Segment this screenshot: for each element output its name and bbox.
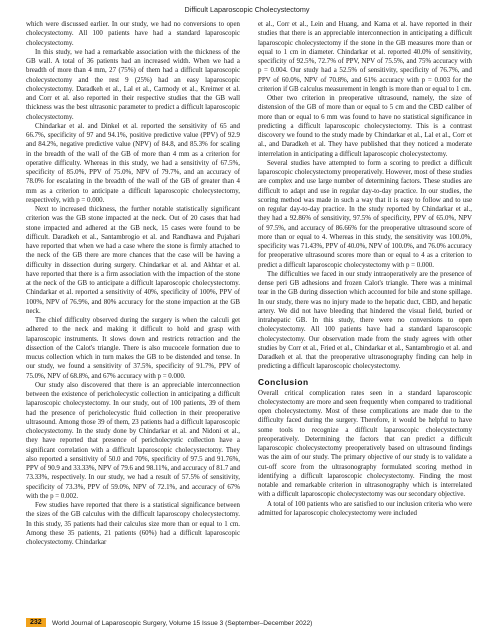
left-column [26,20,240,606]
paragraph: Other two criterion in preoperative ultrasound, namely, the size of distension of the GB of more than or equal to 5 cm and the CBD caliber of more than or equal to 6 mm was found to have no statistical significance in predicting a difficult laparoscopic cholecystectomy. This is a contrast discovery we found to the study made by Chindarkar et al., Lal et al., Corr et al., and Daradkeh et al. They have published that they noticed a moderate interrelation in anticipating a difficult laparoscopic cholecystectomy. [258,95,472,158]
paragraph: A total of 100 patients who are satisfied to our inclusion criteria who were admitted for laparoscopic cholecystectomy were included [258,500,472,517]
paragraph: Several studies have attempted to form a scoring to predict a difficult laparoscopic cholecystectomy preoperatively. However, most of these studies are complex and use large number of determining factors. These studies are difficult to adapt and use in regular day-to-day practice. In our studies, the scoring method was made in such a way that it is easy to follow and to use on regular day-to-day practice. In the study reported by Chindarkar et al., they had a 92.86% of sensitivity, 97.5% of specificity, PPV of 65.0%, NPV of 97.5%, and accuracy of 86.66% for the preoperative ultrasound score of more than or equal to 4. Whereas in this study, the sensitivity was 100.0%, specificity was 71.43%, PPV of 40.0%, NPV of 100.0%, and 76.0% accuracy for preoperative ultrasound scores more than or equal to 4 as a criterion to predict a difficult laparoscopic cholecystectomy with p = 0.000. [258,159,472,269]
paragraph: Chindarkar et al. and Dinkel et al. reported the sensitivity of 65 and 66.7%, specificity of 97 and 94.1%, positive predictive value (PPV) of 92.9 and 84.2%, negative predictive value (NPV) of 84.8, and 85.3% for scaling in the breadth of the wall of the GB of more than 4 mm as a criterion for operative difficulty. Whereas in this study, we had a sensitivity of 67.5%, specificity of 85.0%, PPV of 75.0%, NPV of 79.7%, and an accuracy of 78.0% for escalating in the breadth of the wall of the GB of greater than 4 mm as a criterion to anticipate a difficult laparoscopic cholecystectomy, respectively, with p = 0.000. [26,122,240,204]
article-body [26,20,472,606]
paragraph: Overall critical complication rates seen in a standard laparoscopic cholecystectomy are more and seen frequently when compared to traditional open cholecystectomy. Most of these complications are made due to the difficulty faced during the surgery. Therefore, it would be helpful to have some tools to recognize a difficult laparoscopic cholecystectomy preoperatively. Determining the factors that can predict a difficult laparoscopic cholecystectomy preoperatively based on ultrasound findings was the aim of our study. The primary objective of our study is to validate a cut-off score from the ultrasonography formulated scoring method in identifying a difficult laparoscopic cholecystectomy. Finding the most notable and remarkable criterion in ultrasonography which is interrelated with a difficult laparoscopic cholecystectomy was our secondary objective. [258,389,472,499]
paragraph: In this study, we had a remarkable association with the thickness of the GB wall. A total of 36 patients had an increased width. When we had a breadth of more than 4 mm, 27 (75%) of them had a difficult laparoscopic cholecystectomy and the rest 9 (25%) had an easy laparoscopic cholecystectomy. Daradkeh et al., Lal et al., Carmody et al., Kreimer et al. and Corr et al. also reported in their respective studies that the GB wall thickness was the best ultrasonic parameter to predict a difficult laparoscopic cholecystectomy. [26,48,240,121]
page-number: 232 [26,618,46,627]
paragraph: Next to increased thickness, the further notable statistically significant criterion was the GB stone impacted at the neck. Out of 20 cases that had stone impacted and adhered at the GB neck, 15 cases were found to be difficult. Daradkeh et al., Santambrogio et al. and Randhawa and Pujahari have reported that when we had a case where the stone is firmly attached to the neck of the GB there are more chances that the case will be having a difficulty in dissection during surgery. Chindarkar et al. and Akhtar et al. have reported that there is a firm association with the impaction of the stone at the neck of the GB to anticipate a difficult laparoscopic cholecystectomy. Chindarkar et al. reported a sensitivity of 40%, specificity of 100%, PPV of 100%, NPV of 76.9%, and 80% accuracy for the stone impaction at the GB neck. [26,206,240,315]
paragraph: Few studies have reported that there is a statistical significance between the sizes of the GB calculus with the difficult laparoscopy cholecystectomy. In this study, 35 patients had their calculus size more than or equal to 1 cm. Among these 35 patients, 21 patients (60%) had a difficult laparoscopic cholecystectomy. Chindarkar [26,502,240,546]
page-footer [26,618,472,630]
paragraph: which were discussed earlier. In our study, we had no conversions to open cholecystectomy. All 100 patients have had a standard laparoscopic cholecystectomy. [26,21,240,47]
right-column [258,20,472,606]
paragraph: The chief difficulty observed during the surgery is when the calculi get adhered to the neck and making it difficult to hold and grasp with laparoscopic instruments. It slows down and restricts retraction and the dissection of the Calot's triangle. There is also mucocele formation due to mucus collection which in turn makes the GB to be distended and tense. In our study, we found a sensitivity of 37.5%, specificity of 91.7%, PPV of 75.0%, NPV of 68.8%, and 67% accuracy with p = 0.000. [26,317,240,380]
paragraph: The difficulties we faced in our study intraoperatively are the presence of dense peri GB adhesions and frozen Calot's triangle. There was a minimal tear in the GB during dissection which accounted for bile and stone spillage. In our study, there was no injury made to the hepatic duct, CBD, and hepatic artery. We did not have bleeding that hindered the visual field, buried or intrahepatic GB. In this study, there were no conversions to open cholecystectomy. All 100 patients have had a standard laparoscopic cholecystectomy. Our observation made from the study agrees with other studies by Corr et al., Fried et al., Chindarkar et al., Santambrogio et al. and Daradkeh et al. that the preoperative ultrasonography finding can help in predicting a difficult laparoscopic cholecystectomy. [258,270,472,371]
paragraph: et al., Corr et al., Lein and Huang, and Kama et al. have reported in their studies that there is an appreciable interconnection in anticipating a difficult laparoscopic cholecystectomy if the stone in the GB measures more than or equal to 1 cm in diameter. Chindarkar et al. reported 40.0% of sensitivity, specificity of 92.5%, 72.7% of PPV, NPV of 75.5%, and 75% accuracy with p = 0.004. Our study had a 52.5% of sensitivity, specificity of 76.7%, and PPV of 60.0%, NPV of 70.8%, and 61% accuracy with p = 0.003 for the criterion if GB calculus measurement in length is more than or equal to 1 cm. [258,21,472,93]
journal-reference: World Journal of Laparoscopic Surgery, Volume 15 Issue 3 (September–December 2022) [52,619,313,627]
running-header: Difficult Laparoscopic Cholecystectomy [184,5,310,14]
paragraph: Our study also discovered that there is an appreciable interconnection between the existence of pericholecystic collection in anticipating a difficult laparoscopic cholecystectomy. In our study, out of 100 patients, 39 of them had the presence of pericholecystic fluid collection in their preoperative ultrasound. Among those 39 of them, 23 patients had a difficult laparoscopic cholecystectomy. In the study done by Chindarkar et al. and Nidoni et al., they have reported that presence of pericholecystic collection have a significant correlation with a difficult laparoscopic cholecystectomy. They also reported a sensitivity of 50.0 and 70%, specificity of 97.5 and 91.76%, PPV of 90.9 and 33.33%, NPV of 79.6 and 98.11%, and accuracy of 81.7 and 73.33%, respectively. In our study, we had a result of 57.5% of sensitivity, specificity of 73.3%, PPV of 59.0%, NPV of 72.1%, and accuracy of 67% with the p = 0.002. [26,381,240,500]
section-heading-conclusion: Conclusion [258,376,309,387]
